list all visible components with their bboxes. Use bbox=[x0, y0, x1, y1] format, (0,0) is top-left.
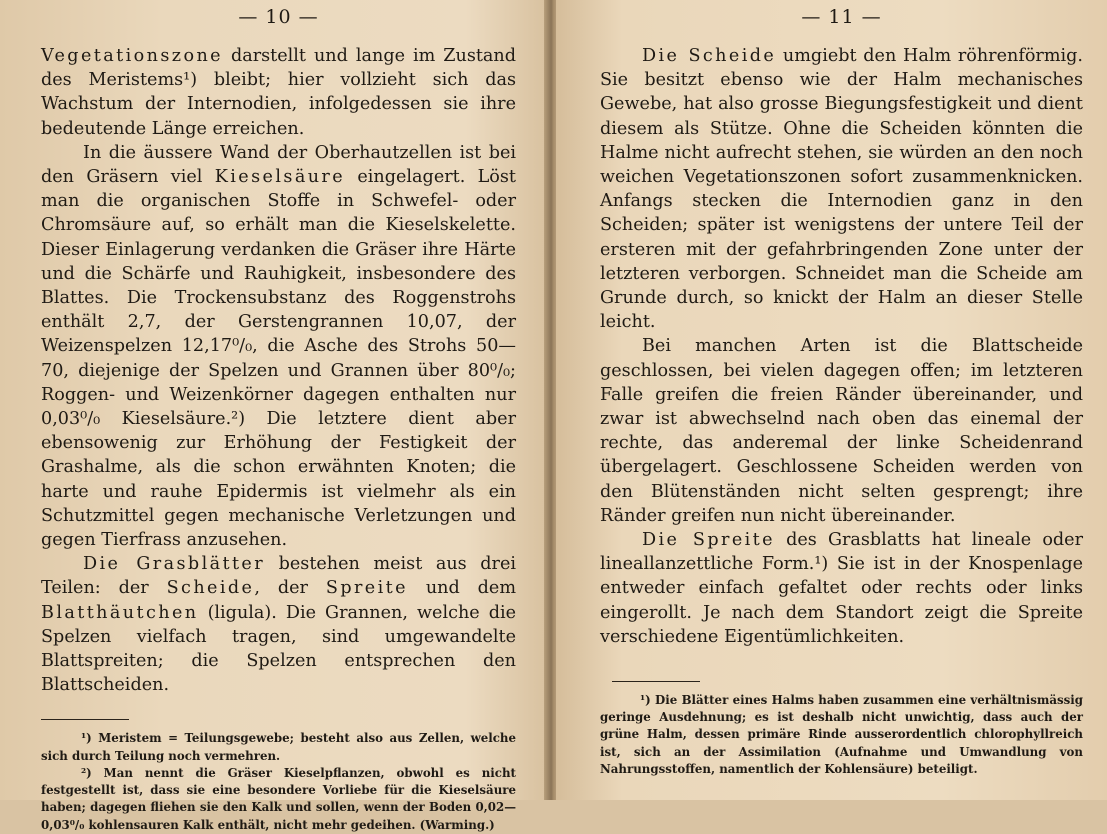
text-run: bestehen meist aus drei Teilen: der bbox=[41, 554, 516, 599]
spaced-term: Spreite bbox=[325, 578, 408, 599]
spaced-term: Kieselsäure bbox=[214, 167, 346, 188]
spaced-term: Blatthäutchen bbox=[41, 602, 199, 623]
paragraph bbox=[600, 528, 1083, 649]
paragraph bbox=[600, 44, 1083, 334]
footnotes bbox=[41, 730, 516, 833]
text-run: (ligula). Die Grannen, welche die Spelzen vielfach tragen, sind umgewandelte Blattspreiten; die Spelzen entsprechen den Blattscheiden. bbox=[41, 602, 516, 696]
spaced-term: Scheide bbox=[166, 578, 255, 599]
spaced-term: Die Grasblätter bbox=[83, 554, 266, 575]
paragraph bbox=[41, 44, 516, 141]
text-run: darstellt und lange im Zustand bbox=[230, 46, 516, 66]
spaced-term: Vegetationszone bbox=[41, 46, 223, 66]
footnote-rule bbox=[41, 719, 129, 720]
paragraph bbox=[41, 552, 516, 697]
body-text bbox=[600, 44, 1083, 649]
body-text bbox=[41, 44, 516, 697]
page-number: — 11 — bbox=[801, 6, 882, 28]
text-run: des Grasblatts hat lineale oder lineallanzettliche Form.¹) Sie ist in der Knospenlage entweder einfach gefaltet oder rechts oder links eingerollt. Je nach dem Standort zeigt die Spreite verschiedene Eigentümlichkeiten. bbox=[600, 530, 1083, 647]
text-run: des Meristems¹) bleibt; hier vollzieht sich das Wachstum der Internodien, infolgedessen sie ihre bedeutende Länge erreichen. bbox=[41, 70, 516, 139]
text-run: umgiebt den Halm röhrenförmig. Sie besitzt ebenso wie der Halm mechanisches Gewebe, hat also grosse Biegungsfestigkeit und dient diesem als Stütze. Ohne die Scheiden könnten die Halme nicht aufrecht stehen, sie würden an den noch weichen Vegetationszonen sofort zusammenknicken. Anfangs stecken die Internodien ganz in den Scheiden; später ist wenigstens der untere Teil der ersteren mit der gefahrbringenden Zone unter der letzteren verborgen. Schneidet man die Scheide am Grunde durch, so knickt der Halm an dieser Stelle leicht. bbox=[600, 46, 1083, 333]
footnote: ²) Man nennt die Gräser Kieselpflanzen, obwohl es nicht festgestellt ist, dass sie eine besondere Vorliebe für die Kieselsäure haben; dagegen fliehen sie den Kalk und sollen, wenn der Boden 0,02—0,03⁰/₀ kohlensauren Kalk enthält, nicht mehr gedeihen. (Warming.) bbox=[41, 765, 516, 832]
footnotes bbox=[600, 692, 1083, 778]
text-run: eingelagert. Löst man die organischen Stoffe in Schwefel- oder Chromsäure auf, so erhält man die Kieselskelette. Dieser Einlagerung verdanken die Gräser ihre Härte und die Schärfe und Rauhigkeit, insbesondere des Blattes. Die Trockensubstanz des Roggenstrohs enthält 2,7, der Gerstengrannen 10,07, der Weizenspelzen 12,17⁰/₀, die Asche des Strohs 50—70, diejenige der Spelzen und Grannen über 80⁰/₀; Roggen- und Weizenkörner dagegen enthalten nur 0,03⁰/₀ Kieselsäure.²) Die letztere dient aber ebensowenig zur Erhöhung der Festigkeit der Grashalme, als die schon erwähnten Knoten; die harte und rauhe Epidermis ist vielmehr als ein Schutzmittel gegen mechanische Verletzungen und gegen Tierfrass anzusehen. bbox=[41, 167, 516, 551]
footnote: ¹) Die Blätter eines Halms haben zusammen eine verhältnismässig geringe Ausdehnung; es ist deshalb nicht unwichtig, dass auch der grüne Halm, dessen primäre Rinde ausserordentlich chlorophyllreich ist, sich an der Assimilation (Aufnahme und Umwandlung von Nahrungsstoffen, namentlich der Kohlensäure) beteiligt. bbox=[600, 693, 1083, 776]
text-run: In die äussere Wand der Oberhautzellen ist bei den Gräsern viel bbox=[41, 142, 516, 188]
footnote: ¹) Meristem = Teilungsgewebe; besteht also aus Zellen, welche sich durch Teilung noch vermehren. bbox=[41, 731, 516, 763]
footnote-rule bbox=[612, 681, 700, 682]
right-page bbox=[556, 0, 1107, 800]
paragraph bbox=[41, 141, 516, 552]
spaced-term: Die Scheide bbox=[642, 46, 777, 66]
left-page bbox=[0, 0, 548, 832]
paragraph bbox=[600, 334, 1083, 528]
spaced-term: Die Spreite bbox=[642, 530, 775, 551]
page-number: — 10 — bbox=[238, 6, 319, 28]
text-run: Bei manchen Arten ist die Blattscheide geschlossen, bei vielen dagegen offen; im letzteren Falle greifen die freien Ränder übereinander, und zwar ist abwechselnd nach oben das einemal der rechte, das anderemal der linke Scheidenrand übergelagert. Geschlossene Scheiden werden von den Blütenständen nicht selten gesprengt; ihre Ränder greifen nun nicht übereinander. bbox=[600, 336, 1083, 526]
text-run: , der bbox=[254, 578, 308, 599]
text-run: und dem bbox=[425, 578, 517, 599]
